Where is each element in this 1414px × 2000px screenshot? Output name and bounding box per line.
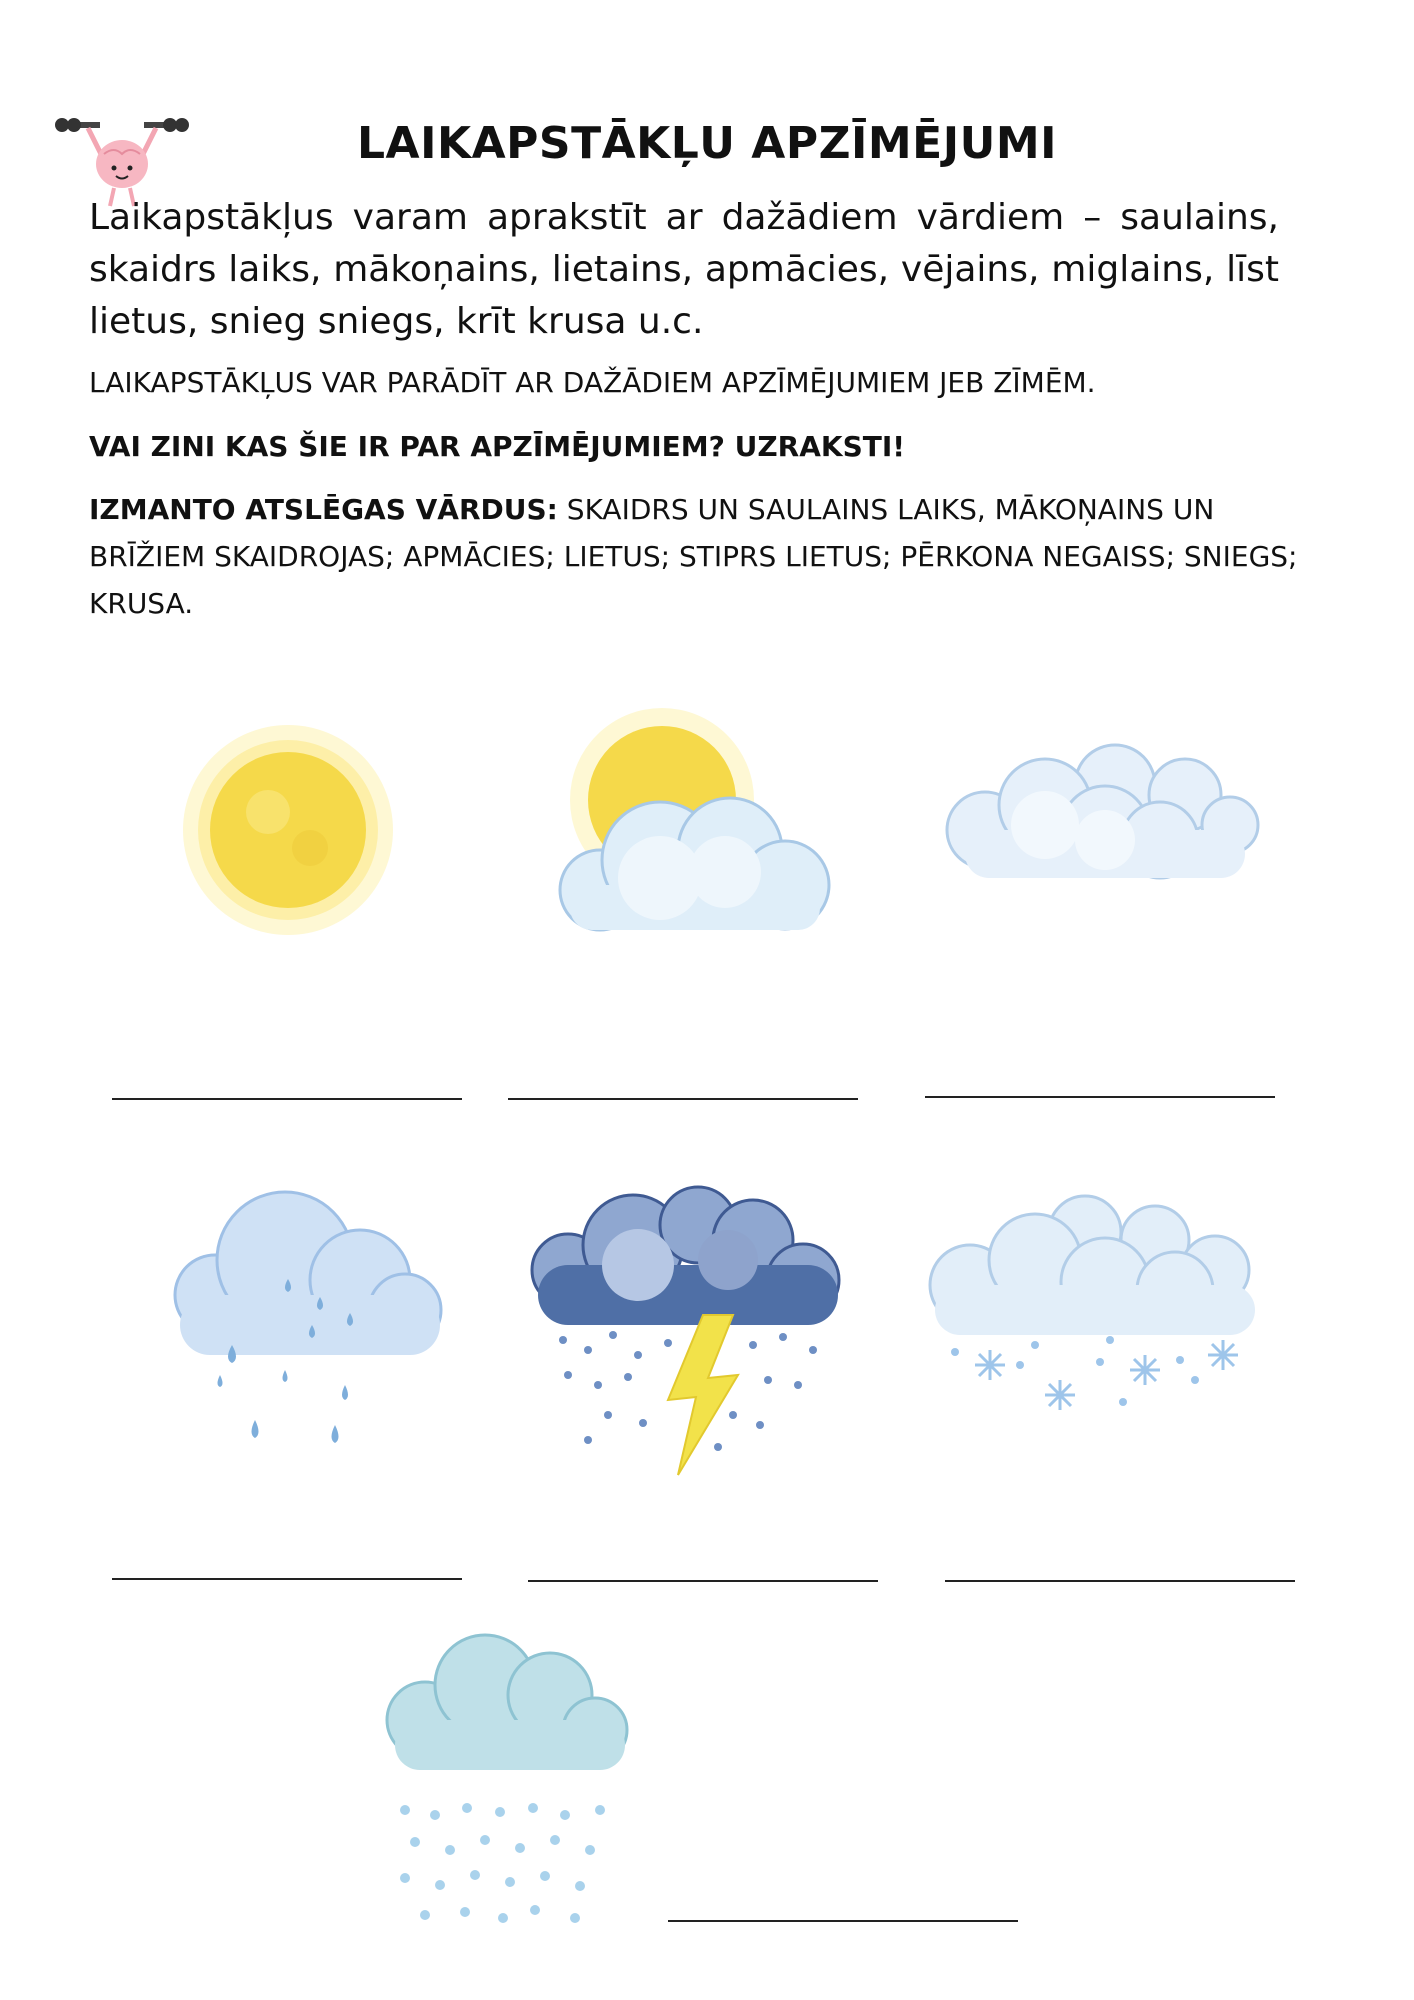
sun-behind-cloud-icon: [530, 700, 850, 960]
answer-line-6[interactable]: [945, 1580, 1295, 1582]
answer-line-5[interactable]: [528, 1580, 878, 1582]
keywords-label: IZMANTO ATSLĒGAS VĀRDUS:: [89, 493, 558, 526]
answer-line-4[interactable]: [112, 1578, 462, 1580]
intro-paragraph: Laikapstākļus varam aprakstīt ar dažādiem vārdiem – saulains, skaidrs laiks, mākoņains, lietains, apmācies, vējains, miglains, līst lietus, snieg sniegs, krīt krusa u.c.: [89, 197, 1279, 342]
keywords-text: SKAIDRS UN SAULAINS LAIKS, MĀKOŅAINS UN BRĪŽIEM SKAIDROJAS; APMĀCIES; LIETUS; STIPRS LIETUS; PĒRKONA NEGAISS; SNIEGS; KRUSA.: [89, 493, 1298, 620]
thunderstorm-icon: [528, 1185, 848, 1485]
keywords-paragraph: [89, 486, 1329, 627]
rain-cloud-icon: [160, 1185, 450, 1460]
question-instruction: VAI ZINI KAS ŠIE IR PAR APZĪMĒJUMIEM? UZRAKSTI!: [89, 430, 906, 463]
page-title: LAIKAPSTĀKĻU APZĪMĒJUMI: [357, 118, 1057, 169]
symbols-note: LAIKAPSTĀKĻUS VAR PARĀDĪT AR DAŽĀDIEM APZĪMĒJUMIEM JEB ZĪMĒM.: [89, 366, 1096, 399]
snow-cloud-icon: [925, 1190, 1265, 1420]
sun-icon: [170, 720, 410, 940]
answer-line-3[interactable]: [925, 1096, 1275, 1098]
overcast-clouds-icon: [935, 735, 1265, 895]
answer-line-2[interactable]: [508, 1098, 858, 1100]
answer-line-1[interactable]: [112, 1098, 462, 1100]
answer-line-7[interactable]: [668, 1920, 1018, 1922]
hail-cloud-icon: [385, 1630, 635, 1930]
